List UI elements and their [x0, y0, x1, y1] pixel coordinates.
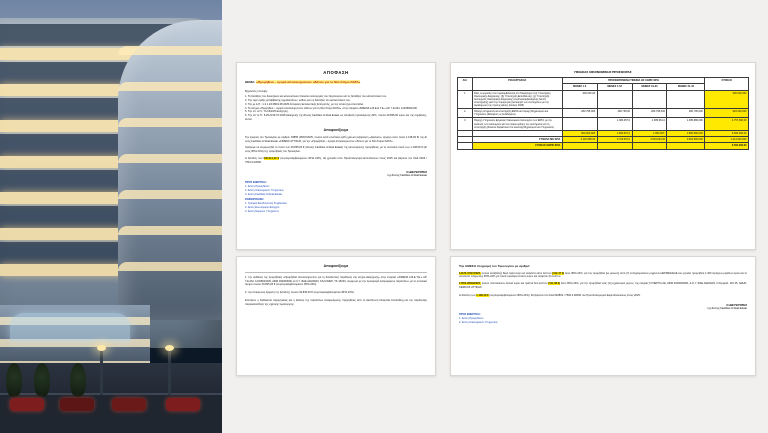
decision-body-2: Ορίζουμε να συμφωνηθεί το ποσό των 49.835,00 € (Δ/νσης Facilities & Real Estate) της κανονισμένης προμήθειας, με το συνολικό ποσό των 1.138,09 € (Δ/νσης ΦΠΑ 24%) της προμήθειας του Τιμολογίου. [245, 146, 427, 154]
street-lamp [168, 349, 171, 395]
cell-m3 [632, 90, 667, 109]
invoice-text: ποσού πεντακοσίων έντεκα ευρώ και τριάντα δύο λεπτών [481, 282, 548, 286]
grandtotal-value: 6.590.906,00 [705, 143, 749, 149]
clause-item: 2. Την περί ορθής μεταβίβασης αρμοδιοτήτων, καθώς και τις διατάξεις του καταστατικού του. [245, 99, 351, 103]
charge-amount: 246.2x1,13 € [263, 156, 280, 160]
cell-m3: 1.385.661,0 [632, 118, 667, 130]
table-grandtotal-row [458, 143, 749, 149]
cell-no: 1 [458, 90, 473, 109]
recipient-item: 3. Δ/νση Facilities & Real Estate [245, 192, 282, 196]
offer-table [457, 77, 749, 150]
signature-role: Ο ΔΙΕΥΘΥΝΤΗΣ [406, 170, 427, 175]
cell-m1: 280.795,000 [562, 109, 597, 118]
cell-no: 3 [458, 118, 473, 130]
cell-m1: 900.000,00 [562, 90, 597, 109]
page-title: ΑΠΟΦΑΣΗ [323, 70, 349, 75]
payment-line [459, 282, 747, 290]
payment-charge [459, 294, 747, 298]
charge-amount: 1.138,49 € [476, 293, 489, 297]
cell-m3: 280.795,000 [632, 109, 667, 118]
cc-item: 1. Γραφείο Διευθύνοντος Συμβούλου [245, 202, 287, 206]
charge-prefix: Η δαπάνη των [245, 156, 263, 160]
document-page-decision[interactable] [236, 62, 436, 250]
signature-block [459, 303, 747, 310]
recipient-item: 2. Δ/νση Οικονομικών Υπηρεσιών [245, 188, 284, 192]
invoice-code: 17353-28/08/2025, [459, 282, 481, 286]
decision-body-3 [245, 157, 427, 165]
cell-m4 [667, 90, 705, 109]
footer-m3: 3.504.664,00 [632, 137, 667, 143]
document-page-payment[interactable] [450, 256, 756, 376]
recipient-item: 1. Δ/νση Προμηθειών [245, 185, 270, 189]
tree [34, 363, 50, 397]
cell-desc: Παροχή Υπηρεσιών Εργασίας Οικονομικού Λειτουργών των ERTA, με την ανάλυση των λειτουργιών και του ετοίμου φάσης του συστήματος και τη υποστήριξη (Finance Department Co sourcing Μηχανισμού και Υπηρεσιών) [472, 118, 562, 130]
footer-label: ΣΥΝΟΛΟ ΜΕ ΦΠΑ [472, 137, 562, 143]
award-note: Επιπλέον η διαδικασία παραγγελίας και η έκδοση της παραπάνω αναφερόμενης προμήθειας από τη Διεύθυνση Financial Controlling και την παράλληλη παρακολούθηση της σχετικής τιμολόγησης. [245, 298, 427, 306]
grandtotal-label: ΣΥΝΟΛΟ ΧΩΡΙΣ ΦΠΑ [472, 143, 562, 149]
table-row [458, 90, 749, 109]
clause-item: 6. Την υπ' Α.Π.: 8.2/1/3/19.07.2025 Διακήρυξη της Δ/νσης Facilities & Real Estate ως αποβολή προσκόμισης 20%, ποσού 49.835,00 ευρώ και της σύμβασης, αυτού. [245, 114, 427, 121]
parked-car [112, 398, 146, 411]
col-header-work: ΡΟΗ ΕΡΓΑΣΙΑΣ [472, 78, 562, 91]
subject-label: ΘΕΜΑ: [245, 80, 256, 84]
having-regard-label: Έχοντας υπόψη: [245, 88, 268, 93]
footer-m2: 3.704.667,0 [597, 137, 632, 143]
clause-item: 3. Την με Α.Π.: 1.3.1.2/138/19.08.2025 Απόφαση Εκτελεστικής Επιτροπής, με την οποία έχει αποσταλεί. [245, 102, 364, 106]
cell-total: 943.240,000 [705, 109, 749, 118]
table-row [458, 118, 749, 130]
tree [6, 363, 22, 397]
cell-m2: 1.860.667,0 [597, 130, 632, 136]
footer-m4: 3.504.665,006 [667, 137, 705, 143]
cell-m2 [597, 90, 632, 109]
col-header-m1: ΜΗΝΕΣ 1-6 [562, 84, 597, 90]
cell-total: 4.757.666,00 [705, 118, 749, 130]
cc-item: 2. Δ/νση Εσωτερικού Ελέγχου [245, 205, 280, 209]
col-header-m2: ΜΗΝΕΣ 7-18 [597, 84, 632, 90]
tree [70, 363, 86, 397]
document-page-award[interactable] [236, 256, 436, 376]
office-building-night-photo [0, 0, 222, 433]
col-header-no: Α/Α [458, 78, 473, 91]
cell-desc: Όλες οι εργασίες που περιλαμβάνονται στο Παράρτημα Ι (α) Υποστήριξη Οικονομικής Διαχείρισης, (β) Υποστήριξη Εκπαίδευσης, (γ) Υποστήριξη Λειτουργίας Οικονομικής Διαχείρισης (συμπεριλαμβανομένης 3ετούς υποστήριξης) μετά την παραγωγική λειτουργία των συστημάτων με την ολοκλήρωση της πρώτης φάσης (Ιούλιος 2025) [472, 90, 562, 109]
decide-heading: Αποφασίζουμε [323, 264, 349, 268]
cell-m1 [562, 118, 597, 130]
col-group-header: ΠΡΟΣΦΕΡΟΜΕΝΗ ΤΙΜΗΜΑ ΩΣ ΧΩΡΙΣ ΦΠΑ [562, 78, 705, 84]
cell-m4: 1.385.886,006 [667, 118, 705, 130]
invoice-amount: (312,47 €) [552, 271, 565, 275]
parked-car [10, 398, 44, 411]
cell-m4: 280.795,000 [667, 109, 705, 118]
cell-m2: 280.795,00 [597, 109, 632, 118]
invoice-tail: άνευ ΦΠΑ 24%, για την προμήθεια ενός (1) μηχανισμού μηνών, της εταιρίας ΣΥΝΕΡΓΙΑ ΑΕ, ΑΦΜ 3000000000, Δ.Ο.Υ. ΦΑΕ ΑΘΗΝΩΝ, Ν.Κηφισιά, 115 25, ΑΘΗΝ, ΚΕΦΙΚΟΣ ΑΤΤΙΚΗΣ. [459, 282, 747, 289]
invoice-tail: άνευ ΦΠΑ 24%, για την προμήθεια (με μείωση) αυτό (7) επαγγελματικών μηχανών ΗΕΡΜΕΚ/ΕΑΕ του μηνιαίο προμήθεια 1.400 τεμάχιων μερίδων αφού και το υπόλοιπο πλήρωσης ΦΠΑ 24% για ποσά τιμολόγιο ένταση ευρώ και τετάρτου (δι λεπτών [459, 271, 747, 279]
table-caption: ΠΙΝΑΚΑΣ ΟΙΚΟΝΟΜΙΚΗΣ ΠΡΟΣΦΟΡΑΣ [574, 70, 632, 74]
cc-label: ΚΟΙΝΟΠΟΙΗΣΗ: [245, 198, 265, 202]
clause-item: 4. Το αίτημα «Προμήθεια – αγορά αποσκληρυντών υδάτων για το Νέο Κτίριο DATA», στην εταιρεία «ΣΙΜΕΝΣ Α.Β.Ε.Ε.Τ.Ε.» ΑΡ. 7.Ε.ΜΗ. 12345601000. [245, 106, 418, 110]
award-item [245, 291, 427, 295]
parked-car [60, 398, 94, 411]
payment-line [459, 272, 747, 280]
cell-total: 6.590.906,00 [705, 130, 749, 136]
award-item-1-text: 1. την ανάθεση της προμήθειας «Προμήθεια αποσκληρυντών για τη διευθυντική παράδοση στη κτήριο Διακήρυξη» στην εταιρεία «ΣΙΜΕΝΣ Α.Β.Ε.Τ.Ε.» ΑΡ. 7.Ε.ΜΗ. 12345601000, ΑΦΜ 300000000, Δ.Ο.Υ. ΦΑΕ ΑΘΗΝΩΝ, ΧΑΛΑΝΔΡΙ, ΤΚ 15233, σύμφωνα με την προσφορά αναφερόμενη παραπάνω, με το συνολικό τίμημα ποσού 49.835,00 € (συμπεριλαμβανομένου ΦΠΑ 24%). [245, 275, 427, 287]
recipient-item: 1. Δ/νση Προμηθειών [459, 317, 484, 321]
cell-m3: 1.864.66?, [632, 130, 667, 136]
clause-item: 5. Την υπ. Α.Π.: 71/13/2/25 Εισήγηση. [245, 110, 289, 114]
parked-car [166, 398, 200, 411]
col-header-m4: ΜΗΝΕΣ 31-42 [667, 84, 705, 90]
recipients-label: ΠΡΟΣ ΕΝΕΡΓΕΙΑ: [245, 181, 267, 185]
entrance-canopy [10, 313, 130, 341]
invoice-text: ποσού καταβολής δέκα τρεία ευρώ κα σαράντα οκτώ λεπτών [481, 271, 552, 275]
recipient-item: 2. Δ/νση Οικονομικών Υπηρεσιών [459, 320, 498, 324]
col-header-total: ΣΥΝΟΛΟ [705, 78, 749, 91]
award-item-2-text: 2. την επικύρωση έγκριση της δαπάνης ποσού 49.835,00 € (συμπεριλαμβανομένου ΦΠΑ 24%). [245, 291, 355, 294]
recipients-block [245, 181, 427, 213]
cell-m4: 1.866.666,006 [667, 130, 705, 136]
invoice-amount: (511,38 €) [548, 282, 561, 286]
cc-item: 3. Δ/νση Νομικών Υπηρεσιών [245, 209, 279, 213]
cell-desc: Παροχή υπηρεσιών και επιστημήξη ERTA και παροχή Μηχανισμού και Υπηρεσιών (Δεδομένα ως & Δεδομένα) [472, 109, 562, 118]
charge-suffix: (συμπεριλαμβανομένου ΦΠΑ 24%), θα χρεωθεί στον Προϋπολογισμό Επενδύσεων έτους 2025 και βαρύνει τον ΚΑΔ 0493 / 7501.0.02066. [245, 156, 427, 164]
footer-m5: 1.214.640,840 [705, 137, 749, 143]
cell-m2: 1.380.667,0 [597, 118, 632, 130]
award-item [245, 276, 427, 287]
recipients-block [459, 313, 747, 324]
cell-no: 2 [458, 109, 473, 118]
decision-body-1: Την έγκριση του Τιμολογίου με αριθμό: 03855 (05/07/2025, ποσού κατά συνέπεια ορθή χρέωση εξόφληση «Ωρανίου» τρίμηνο αυτό ποσό 1.138,09 €) της Δ/νσης Facilities & Real Estate «ΣΙΜΕΝΣ ΑΤΤΙΚΗΣ, για την «Προμήθεια – αγορά αποσκληρυντών υδάτων για το Νέο Κτίριο DATA». [245, 135, 427, 143]
charge-prefix: Η δαπάνη των [459, 293, 476, 297]
cell-total: 900.000,000 [705, 90, 749, 109]
invoice-code: 13470-07/07/2025, [459, 271, 481, 275]
recipients-label: ΠΡΟΣ ΕΝΕΡΓΕΙΑ: [459, 313, 481, 317]
document-preview-area [222, 0, 768, 433]
signature-dept: της Δ/νσης Facilities & Real Estate [387, 174, 427, 178]
street-lamp [100, 349, 103, 395]
curved-facade [118, 20, 222, 320]
signature-block [245, 170, 427, 177]
table-row [458, 109, 749, 118]
payment-heading: Την ΑΜΕΣΗ πληρωμή του Τιμολογίου με αριθμό: [459, 264, 531, 268]
clause-item: 1. Το διατάξεις του διοικητικού και κανονιστικού πλαισίου λειτουργίας του Οργανισμού και τις διατάξεις του καταστατικού του. [245, 95, 387, 99]
signature-role: Ο ΔΙΕΥΘΥΝΤΗΣ [726, 303, 747, 308]
col-header-m3: ΜΗΝΕΣ 19-30 [632, 84, 667, 90]
charge-suffix: (συμπεριλαμβανομένου ΦΠΑ 24%), θα βαρύνει τον ΚΑΔ 640803 / 7500.3.00066 του Προϋπολογισμού Εκμεταλλεύσεως έτους 2025. [489, 293, 641, 297]
signature-dept: της Δ/νσης Facilities & Real Estate [707, 307, 747, 311]
decide-heading: Αποφασίζουμε [323, 127, 349, 132]
cell-m1: 900.000,000 [562, 130, 597, 136]
subject-text: «Προμήθεια – αγορά αποσκληρυντών υδάτων για το Νέο Κτίριο DATA» [256, 80, 361, 84]
document-page-offer-table[interactable] [450, 62, 756, 250]
footer-m1: 3.116.658,00 [562, 137, 597, 143]
